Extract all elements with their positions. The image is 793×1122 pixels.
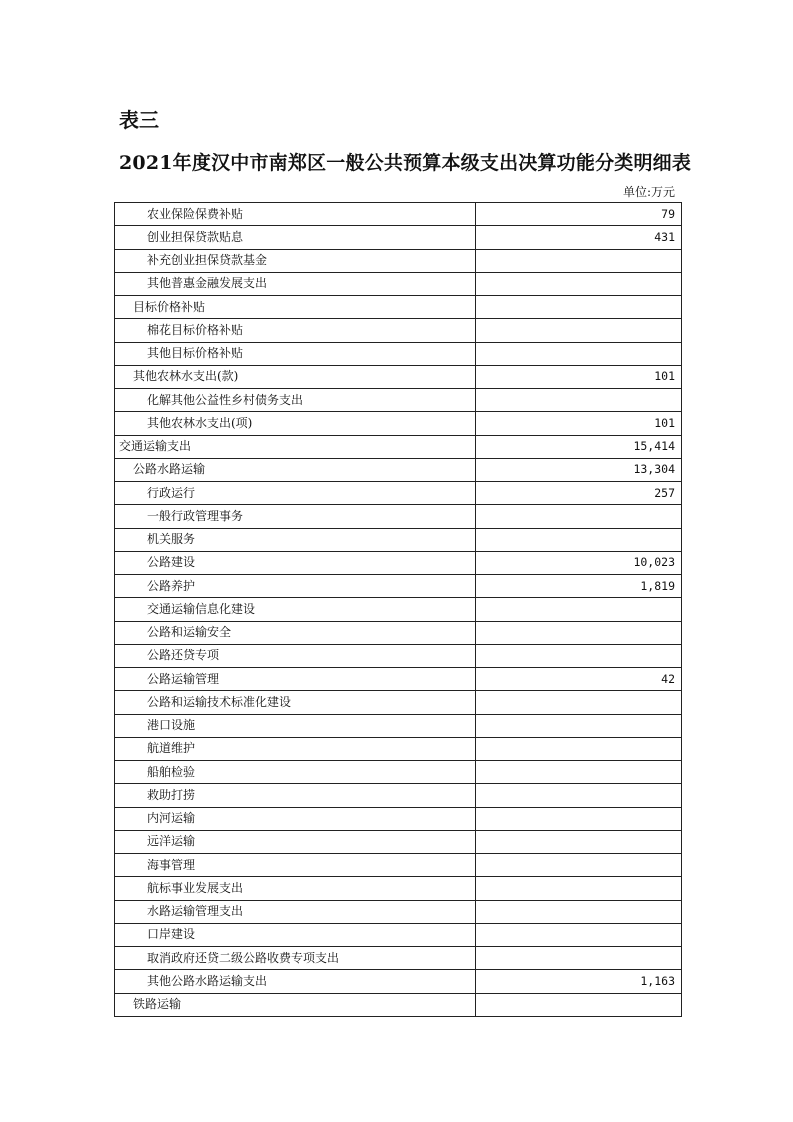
unit-note: 单位:万元: [622, 185, 675, 199]
table-row: [115, 644, 682, 667]
table-row: [115, 203, 682, 226]
table-row: [115, 365, 682, 388]
row-item-name: 公路和运输技术标准化建设: [115, 691, 476, 714]
table-row: [115, 691, 682, 714]
table-row: [115, 854, 682, 877]
table-row: [115, 784, 682, 807]
row-item-amount: [476, 714, 682, 737]
table-row: [115, 505, 682, 528]
table-row: [115, 528, 682, 551]
row-item-name: 补充创业担保贷款基金: [115, 249, 476, 272]
table-row: [115, 900, 682, 923]
row-item-amount: [476, 923, 682, 946]
row-item-amount: [476, 621, 682, 644]
row-item-name: 其他农林水支出(款): [115, 365, 476, 388]
row-item-amount: [476, 854, 682, 877]
row-item-name: 取消政府还贷二级公路收费专项支出: [115, 947, 476, 970]
table-row: [115, 714, 682, 737]
table-row: [115, 947, 682, 970]
row-item-name: 化解其他公益性乡村债务支出: [115, 389, 476, 412]
row-item-amount: [476, 389, 682, 412]
row-item-amount: 13,304: [476, 458, 682, 481]
row-item-name: 公路运输管理: [115, 668, 476, 691]
row-item-amount: 101: [476, 412, 682, 435]
table-row: [115, 296, 682, 319]
table-row: [115, 970, 682, 993]
row-item-amount: [476, 947, 682, 970]
table-row: [115, 389, 682, 412]
table-row: [115, 993, 682, 1016]
row-item-name: 航标事业发展支出: [115, 877, 476, 900]
row-item-name: 其他目标价格补贴: [115, 342, 476, 365]
table-row: [115, 737, 682, 760]
row-item-amount: [476, 877, 682, 900]
table-row: [115, 807, 682, 830]
table-row: [115, 319, 682, 342]
row-item-name: 远洋运输: [115, 830, 476, 853]
page-title: 2021年度汉中市南郑区一般公共预算本级支出决算功能分类明细表: [119, 152, 692, 174]
table-row: [115, 272, 682, 295]
table-row: [115, 551, 682, 574]
row-item-name: 行政运行: [115, 482, 476, 505]
row-item-name: 交通运输信息化建设: [115, 598, 476, 621]
row-item-name: 目标价格补贴: [115, 296, 476, 319]
row-item-amount: 101: [476, 365, 682, 388]
row-item-name: 公路水路运输: [115, 458, 476, 481]
row-item-name: 港口设施: [115, 714, 476, 737]
row-item-amount: [476, 528, 682, 551]
row-item-amount: 79: [476, 203, 682, 226]
row-item-amount: [476, 807, 682, 830]
row-item-amount: 10,023: [476, 551, 682, 574]
table-row: [115, 830, 682, 853]
row-item-amount: 1,163: [476, 970, 682, 993]
table-row: [115, 435, 682, 458]
row-item-amount: 1,819: [476, 575, 682, 598]
row-item-name: 水路运输管理支出: [115, 900, 476, 923]
row-item-name: 口岸建设: [115, 923, 476, 946]
row-item-name: 一般行政管理事务: [115, 505, 476, 528]
row-item-name: 公路养护: [115, 575, 476, 598]
row-item-name: 航道维护: [115, 737, 476, 760]
table-row: [115, 226, 682, 249]
budget-table: [114, 202, 682, 1017]
row-item-amount: [476, 737, 682, 760]
row-item-name: 其他农林水支出(项): [115, 412, 476, 435]
table-row: [115, 482, 682, 505]
row-item-amount: [476, 691, 682, 714]
row-item-amount: [476, 272, 682, 295]
row-item-name: 公路还贷专项: [115, 644, 476, 667]
row-item-name: 其他公路水路运输支出: [115, 970, 476, 993]
table-row: [115, 342, 682, 365]
row-item-name: 交通运输支出: [115, 435, 476, 458]
row-item-name: 创业担保贷款贴息: [115, 226, 476, 249]
row-item-name: 机关服务: [115, 528, 476, 551]
row-item-amount: [476, 830, 682, 853]
row-item-name: 其他普惠金融发展支出: [115, 272, 476, 295]
row-item-amount: [476, 761, 682, 784]
table-row: [115, 923, 682, 946]
table-body: [115, 203, 682, 1017]
row-item-name: 公路建设: [115, 551, 476, 574]
row-item-amount: [476, 296, 682, 319]
table-row: [115, 621, 682, 644]
table-label: 表三: [119, 108, 159, 132]
row-item-amount: [476, 342, 682, 365]
row-item-name: 内河运输: [115, 807, 476, 830]
table-row: [115, 249, 682, 272]
row-item-name: 海事管理: [115, 854, 476, 877]
row-item-name: 农业保险保费补贴: [115, 203, 476, 226]
row-item-name: 公路和运输安全: [115, 621, 476, 644]
row-item-amount: [476, 784, 682, 807]
row-item-amount: 257: [476, 482, 682, 505]
row-item-amount: [476, 249, 682, 272]
row-item-amount: [476, 598, 682, 621]
table-row: [115, 668, 682, 691]
table-row: [115, 877, 682, 900]
table-row: [115, 458, 682, 481]
table-row: [115, 598, 682, 621]
table-row: [115, 575, 682, 598]
row-item-amount: 15,414: [476, 435, 682, 458]
row-item-amount: 42: [476, 668, 682, 691]
row-item-name: 铁路运输: [115, 993, 476, 1016]
table-row: [115, 412, 682, 435]
row-item-amount: [476, 900, 682, 923]
row-item-name: 救助打捞: [115, 784, 476, 807]
table-row: [115, 761, 682, 784]
row-item-name: 棉花目标价格补贴: [115, 319, 476, 342]
row-item-name: 船舶检验: [115, 761, 476, 784]
row-item-amount: [476, 505, 682, 528]
row-item-amount: [476, 319, 682, 342]
row-item-amount: [476, 993, 682, 1016]
row-item-amount: 431: [476, 226, 682, 249]
row-item-amount: [476, 644, 682, 667]
